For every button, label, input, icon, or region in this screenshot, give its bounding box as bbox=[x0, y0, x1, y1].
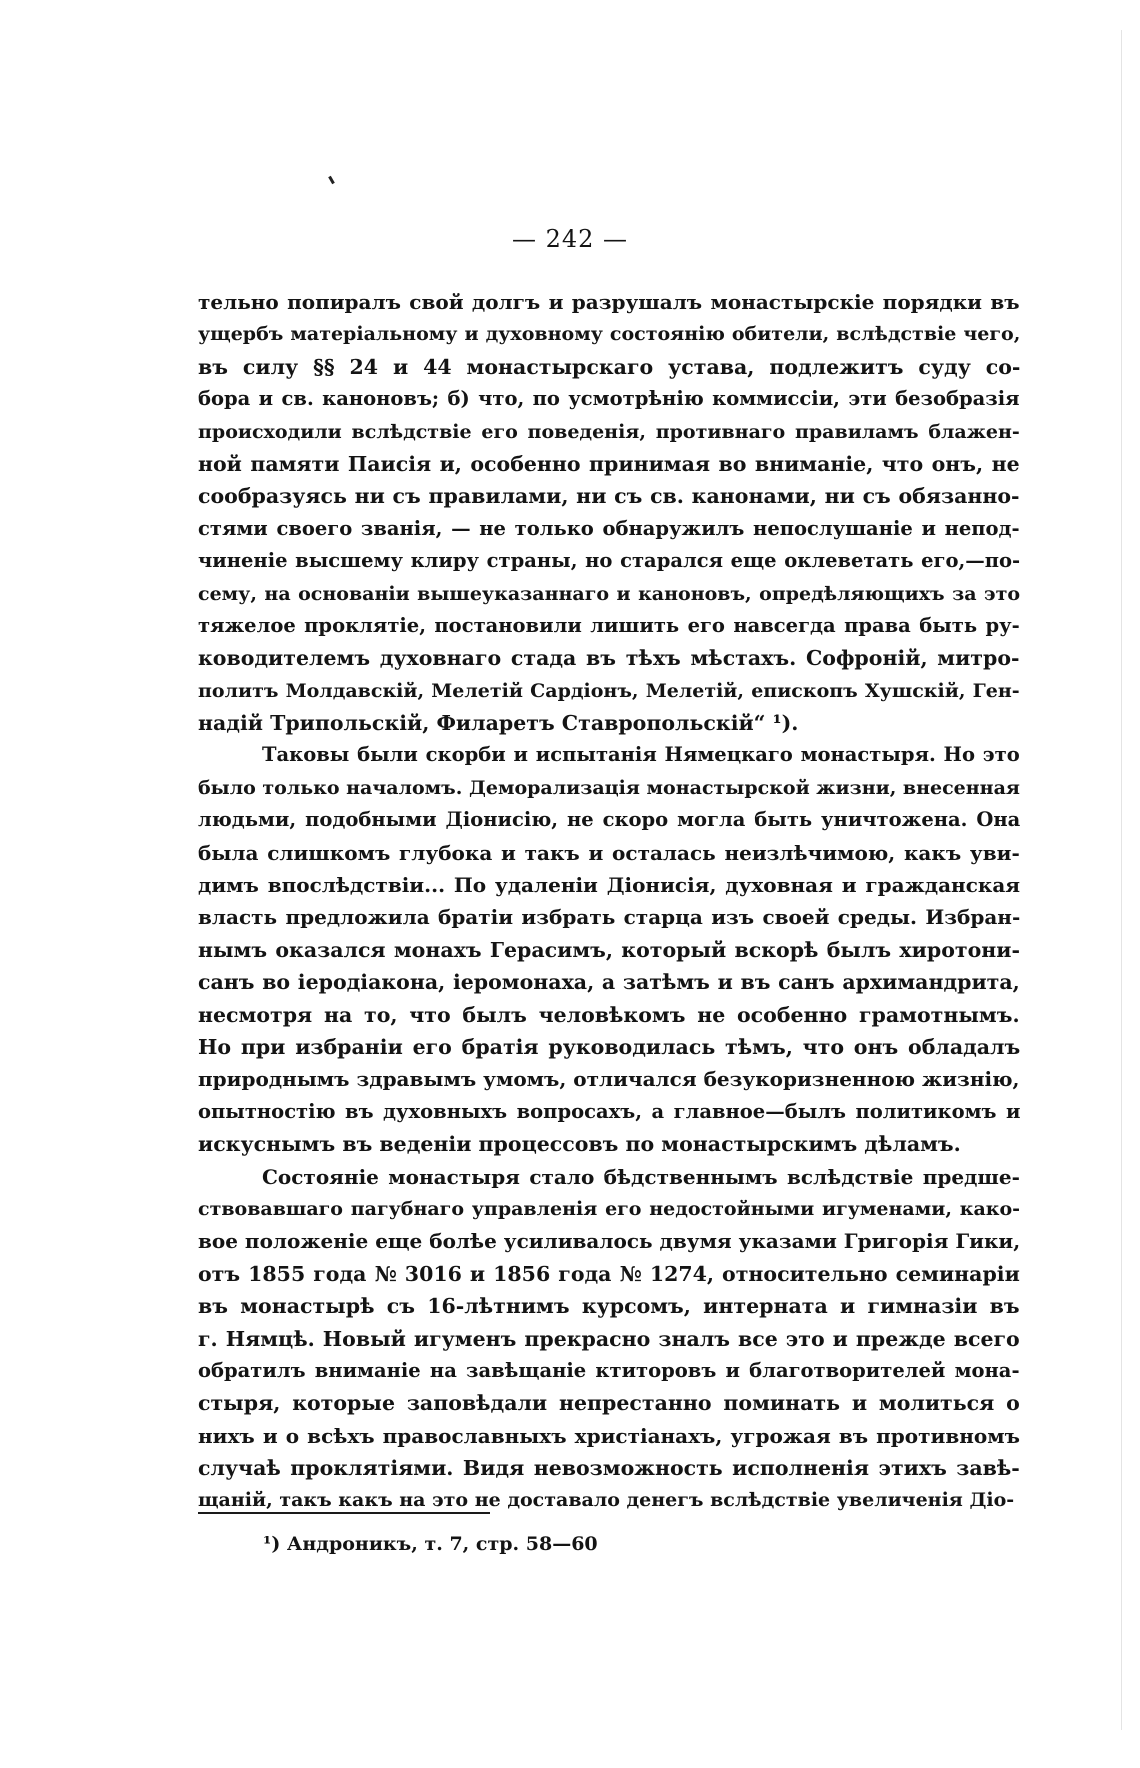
text-line: нихъ и о всѣхъ православныхъ христіанахъ, угрожая въ противномъ bbox=[198, 1423, 1020, 1448]
text-line: природнымъ здравымъ умомъ, отличался безукоризненною жизнію, bbox=[198, 1067, 1020, 1092]
text-line: опытностію въ духовныхъ вопросахъ, а главное—былъ политикомъ и bbox=[198, 1099, 1020, 1123]
text-line: искуснымъ въ веденіи процессовъ по монастырскимъ дѣламъ. bbox=[198, 1132, 961, 1157]
body-text bbox=[198, 286, 1020, 1517]
text-line: Таковы были скорби и испытанія Нямецкаго монастыря. Но это bbox=[262, 743, 1020, 767]
page-number: — 242 — bbox=[511, 225, 629, 253]
text-line: стыря, которые заповѣдали непрестанно поминать и молиться о bbox=[198, 1391, 1020, 1416]
text-line: г. Нямцѣ. Новый игуменъ прекрасно зналъ все это и прежде всего bbox=[198, 1326, 1020, 1351]
text-line: обратилъ вниманіе на завѣщаніе ктиторовъ и благотворителей мона- bbox=[198, 1358, 1020, 1382]
text-line: тяжелое проклятіе, постановили лишить его навсегда права быть ру- bbox=[198, 613, 1020, 637]
text-line: ствовавшаго пагубнаго управленія его недостойными игуменами, како- bbox=[198, 1197, 1020, 1220]
text-line: вое положеніе еще болѣе усиливалось двумя указами Григорія Гики, bbox=[198, 1229, 1020, 1254]
footnote-rule bbox=[198, 1512, 490, 1514]
text-line: ной памяти Паисія и, особенно принимая во вниманіе, что онъ, не bbox=[198, 451, 1020, 476]
text-line: людьми, подобными Діонисію, не скоро могла быть уничтожена. Она bbox=[198, 808, 1020, 832]
text-line: было только началомъ. Деморализація монастырской жизни, внесенная bbox=[198, 776, 1020, 799]
footnote: ¹) Андроникъ, т. 7, стр. 58—60 bbox=[263, 1533, 598, 1555]
text-line: власть предложила братіи избрать старца изъ своей среды. Избран- bbox=[198, 905, 1020, 930]
text-line: ководителемъ духовнаго стада въ тѣхъ мѣстахъ. Софроній, митро- bbox=[198, 646, 1020, 671]
text-line: ущербъ матеріальному и духовному состоянію обители, вслѣдствіе чего, bbox=[198, 323, 1020, 346]
text-line: Но при избраніи его братія руководилась тѣмъ, что онъ обладалъ bbox=[198, 1034, 1020, 1059]
text-line: сообразуясь ни съ правилами, ни съ св. канонами, ни съ обязанно- bbox=[198, 484, 1020, 509]
text-line: надій Трипольскій, Филаретъ Ставропольскій“ ¹). bbox=[198, 711, 799, 736]
text-line: случаѣ проклятіями. Видя невозможность исполненія этихъ завѣ- bbox=[198, 1456, 1020, 1481]
text-line: нымъ оказался монахъ Герасимъ, который вскорѣ былъ хиротони- bbox=[198, 937, 1020, 962]
text-line: происходили вслѣдствіе его поведенія, противнаго правиламъ блажен- bbox=[198, 420, 1020, 443]
text-line: димъ впослѣдствіи... По удаленіи Діонисія, духовная и гражданская bbox=[198, 873, 1020, 898]
text-line: была слишкомъ глубока и такъ и осталась неизлѣчимою, какъ уви- bbox=[198, 840, 1020, 865]
stray-mark bbox=[328, 176, 335, 184]
text-line: Состояніе монастыря стало бѣдственнымъ вслѣдствіе предше- bbox=[262, 1164, 1020, 1189]
text-line: въ монастырѣ съ 16-лѣтнимъ курсомъ, интерната и гимназіи въ bbox=[198, 1294, 1020, 1319]
text-line: сему, на основаніи вышеуказаннаго и каноновъ, опредѣляющихъ за это bbox=[198, 582, 1020, 605]
text-line: политъ Молдавскій, Мелетій Сардіонъ, Мелетій, епископъ Хушскій, Ген- bbox=[198, 679, 1020, 702]
page-edge bbox=[1121, 30, 1122, 1730]
text-line: несмотря на то, что былъ человѣкомъ не особенно грамотнымъ. bbox=[198, 1002, 1020, 1027]
text-line: бора и св. каноновъ; б) что, по усмотрѣнію коммиссіи, эти безобразія bbox=[198, 387, 1020, 411]
text-line: санъ во іеродіакона, іеромонаха, а затѣмъ и въ санъ архимандрита, bbox=[198, 970, 1020, 995]
text-line: щаній, такъ какъ на это не доставало денегъ вслѣдствіе увеличенія Діо- bbox=[198, 1489, 1015, 1512]
text-line: въ силу §§ 24 и 44 монастырскаго устава, подлежитъ суду со- bbox=[198, 354, 1020, 379]
text-line: тельно попиралъ свой долгъ и разрушалъ монастырскіе порядки въ bbox=[198, 290, 1020, 314]
text-line: стями своего званія, — не только обнаружилъ непослушаніе и непод- bbox=[198, 516, 1020, 540]
text-line: чиненіе высшему клиру страны, но старался еще оклеветать его,—по- bbox=[198, 549, 1020, 573]
text-line: отъ 1855 года № 3016 и 1856 года № 1274, относительно семинаріи bbox=[198, 1261, 1020, 1286]
